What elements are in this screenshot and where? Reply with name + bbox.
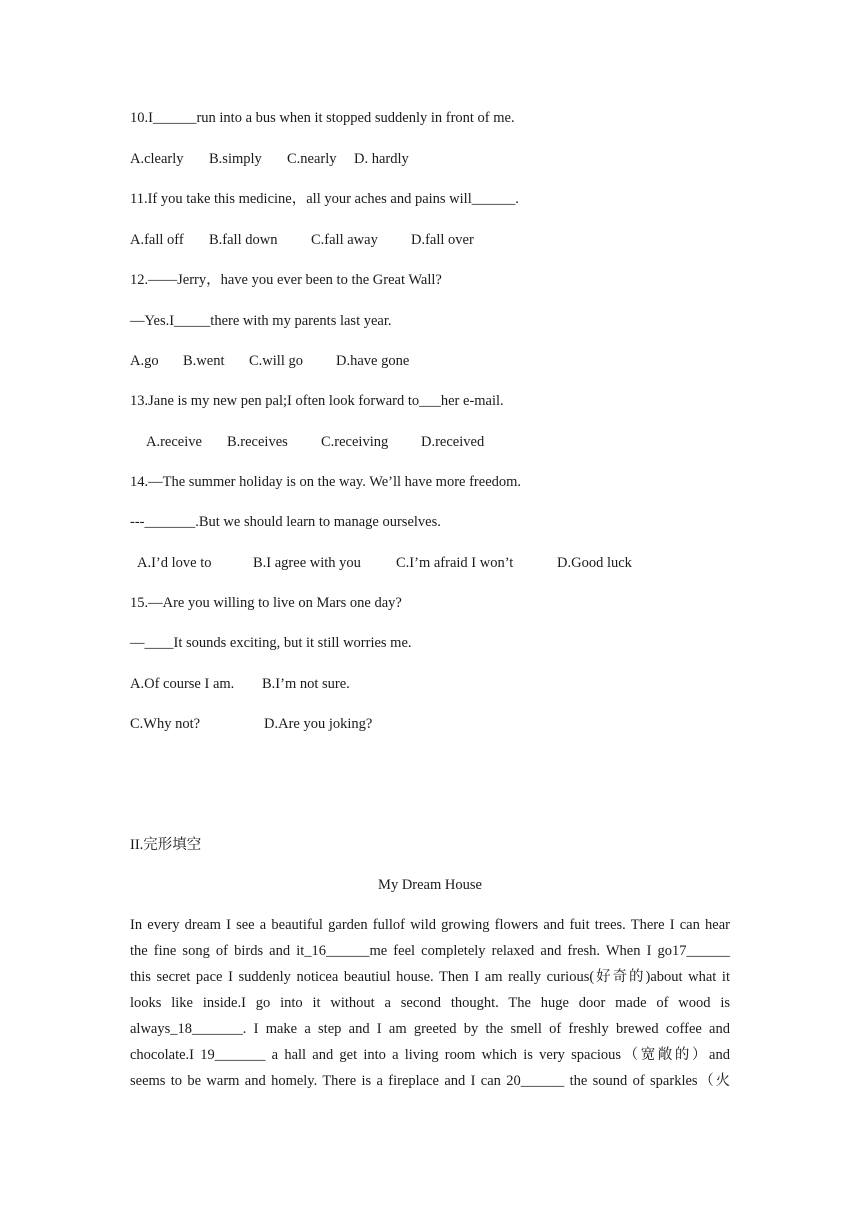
question-14-option-b: B.I agree with you — [253, 555, 361, 571]
question-14-option-c: C.I’m afraid I won’t — [396, 555, 514, 571]
question-10-option-b: B.simply — [209, 151, 262, 167]
question-14-stem: 14.—The summer holiday is on the way. We’ll have more freedom. — [130, 474, 522, 490]
question-11-option-d: D.fall over — [411, 232, 474, 248]
passage-line: seems to be warm and homely. There is a fireplace and I can 20______ the sound of sparkles（火 — [130, 1073, 730, 1089]
question-11-option-b: B.fall down — [209, 232, 278, 248]
question-11-option-a: A.fall off — [130, 232, 184, 248]
passage-line: looks like inside.I go into it without a second thought. The huge door made of wood is — [130, 995, 730, 1011]
question-11-option-c: C.fall away — [311, 232, 378, 248]
question-15-option-d: D.Are you joking? — [264, 716, 373, 732]
question-12-reply: —Yes.I_____there with my parents last year. — [130, 313, 392, 329]
question-15-option-b: B.I’m not sure. — [262, 676, 350, 692]
question-12-option-b: B.went — [183, 353, 225, 369]
passage-line: always_18_______. I make a step and I am greeted by the smell of freshly brewed coffee and — [130, 1021, 730, 1037]
question-15-reply: —____It sounds exciting, but it still worries me. — [130, 635, 412, 651]
passage-title: My Dream House — [378, 877, 482, 893]
passage-line: the fine song of birds and it_16______me feel completely relaxed and fresh. When I go17______ — [130, 943, 730, 959]
question-13-option-a: A.receive — [146, 434, 202, 450]
passage-body — [130, 912, 730, 1094]
section-heading: II.完形填空 — [130, 837, 202, 853]
question-11-stem: 11.If you take this medicine，all your aches and pains will______. — [130, 191, 519, 207]
question-14-reply: ---_______.But we should learn to manage ourselves. — [130, 514, 441, 530]
passage-line: this secret pace I suddenly noticea beautiul house. Then I am really curious(好奇的)about what it — [130, 969, 730, 985]
question-13-option-b: B.receives — [227, 434, 288, 450]
question-15-option-a: A.Of course I am. — [130, 676, 235, 692]
question-12-option-a: A.go — [130, 353, 159, 369]
question-13-stem: 13.Jane is my new pen pal;I often look forward to___her e-mail. — [130, 393, 504, 409]
question-10-option-d: D. hardly — [354, 151, 409, 167]
question-13-option-c: C.receiving — [321, 434, 389, 450]
passage-line: In every dream I see a beautiful garden fullof wild growing flowers and fuit trees. There I can hear — [130, 917, 730, 933]
question-12-stem: 12.——Jerry，have you ever been to the Great Wall? — [130, 272, 442, 288]
question-12-option-d: D.have gone — [336, 353, 410, 369]
question-14-option-d: D.Good luck — [557, 555, 632, 571]
question-15-stem: 15.—Are you willing to live on Mars one day? — [130, 595, 402, 611]
question-15-option-c: C.Why not? — [130, 716, 201, 732]
question-10-stem: 10.I______run into a bus when it stopped suddenly in front of me. — [130, 110, 515, 126]
question-10-option-a: A.clearly — [130, 151, 184, 167]
question-14-option-a: A.I’d love to — [137, 555, 212, 571]
question-12-option-c: C.will go — [249, 353, 303, 369]
question-13-option-d: D.received — [421, 434, 485, 450]
question-10-option-c: C.nearly — [287, 151, 337, 167]
passage-line: chocolate.I 19_______ a hall and get into a living room which is very spacious（宽敞的）and — [130, 1047, 730, 1063]
